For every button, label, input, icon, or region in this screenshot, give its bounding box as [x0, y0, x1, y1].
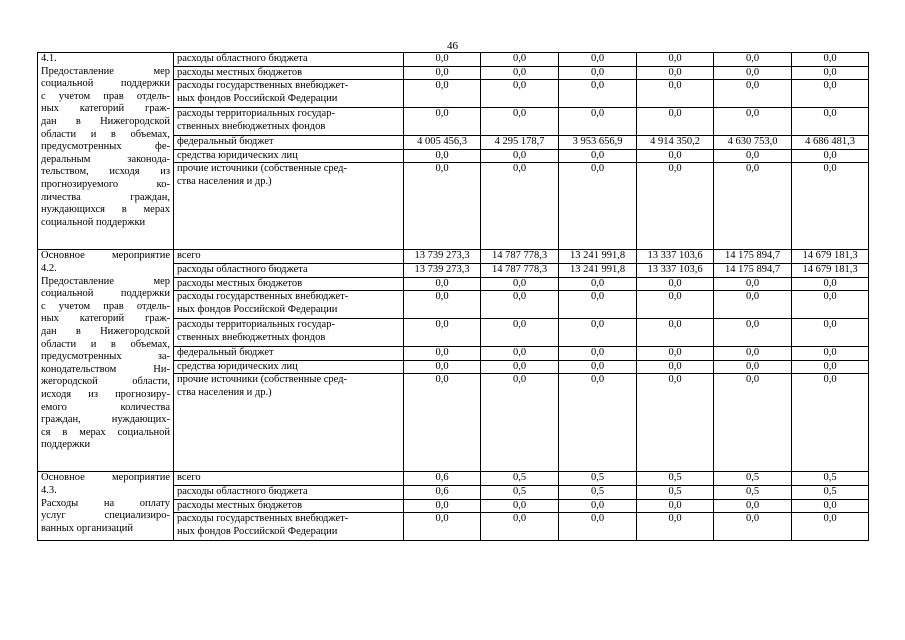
value-cell: 0,0 [637, 66, 714, 80]
value-cell: 0,0 [559, 513, 637, 541]
value-cell: 0,0 [792, 163, 869, 250]
value-cell: 0,0 [481, 53, 559, 67]
value-cell: 0,0 [404, 108, 481, 136]
value-cell: 13 337 103,6 [637, 250, 714, 264]
description-line: социальной поддержки [41, 78, 170, 90]
value-cell: 0,0 [404, 149, 481, 163]
value-cell: 0,0 [792, 374, 869, 472]
source-terr-funds [174, 108, 404, 136]
source-state-funds [174, 80, 404, 108]
description-line: ся в мерах социальной [41, 426, 170, 438]
source-local: расходы местных бюджетов [174, 499, 404, 513]
value-cell: 0,5 [559, 485, 637, 499]
value-cell: 3 953 656,9 [559, 136, 637, 150]
value-cell: 0,0 [714, 347, 792, 361]
value-cell: 0,0 [481, 360, 559, 374]
value-cell: 0,0 [481, 277, 559, 291]
value-cell: 0,0 [404, 277, 481, 291]
value-cell: 0,0 [404, 163, 481, 250]
description-line: емого количества [41, 401, 170, 413]
description-line: тельством, исходя из [41, 166, 170, 178]
description-line: Предоставление мер [41, 275, 170, 287]
value-cell: 0,0 [637, 319, 714, 347]
source-line: прочие источники (собственные сред- [177, 163, 348, 175]
value-cell: 14 787 778,3 [481, 263, 559, 277]
description-line: личества граждан, [41, 191, 170, 203]
value-cell: 0,0 [404, 499, 481, 513]
source-federal: федеральный бюджет [174, 347, 404, 361]
description-line: исходя из прогнозиру- [41, 388, 170, 400]
value-cell: 0,0 [792, 319, 869, 347]
description-line: области и в объемах, [41, 128, 170, 140]
value-cell: 14 175 894,7 [714, 263, 792, 277]
value-cell: 0,0 [481, 108, 559, 136]
table-row [38, 250, 869, 264]
value-cell: 0,5 [792, 485, 869, 499]
description-line: социальной поддержки [41, 288, 170, 300]
description-line: деральным законода- [41, 153, 170, 165]
value-cell: 0,0 [481, 163, 559, 250]
value-cell: 0,0 [559, 149, 637, 163]
value-cell: 0,0 [559, 277, 637, 291]
value-cell: 4 630 753,0 [714, 136, 792, 150]
source-line: ственных внебюджетных фондов [177, 120, 326, 132]
value-cell: 13 739 273,3 [404, 263, 481, 277]
value-cell: 0,0 [404, 374, 481, 472]
description-line: 4.2. [41, 262, 57, 274]
value-cell: 0,5 [481, 472, 559, 486]
source-line: ственных внебюджетных фондов [177, 331, 326, 343]
description-line: поддержки [41, 439, 91, 451]
value-cell: 0,0 [714, 499, 792, 513]
value-cell: 0,0 [559, 360, 637, 374]
value-cell: 0,0 [559, 499, 637, 513]
value-cell: 0,0 [481, 66, 559, 80]
description-line: жегородской области, [41, 376, 170, 388]
value-cell: 0,0 [637, 513, 714, 541]
source-other [174, 163, 404, 250]
value-cell: 0,0 [404, 291, 481, 319]
description-line: с учетом прав отдель- [41, 90, 170, 102]
value-cell: 0,0 [404, 347, 481, 361]
value-cell: 0,0 [792, 108, 869, 136]
value-cell: 0,0 [404, 53, 481, 67]
value-cell: 0,5 [481, 485, 559, 499]
value-cell: 0,5 [792, 472, 869, 486]
description-line: ванных организаций [41, 522, 134, 534]
measure-description-4-1 [38, 53, 174, 250]
value-cell: 0,0 [714, 513, 792, 541]
value-cell: 0,0 [404, 319, 481, 347]
description-line: конодательством Ни- [41, 363, 170, 375]
measure-description-4-3 [38, 472, 174, 541]
value-cell: 0,0 [637, 163, 714, 250]
source-regional: расходы областного бюджета [174, 485, 404, 499]
value-cell: 0,0 [559, 66, 637, 80]
value-cell: 4 686 481,3 [792, 136, 869, 150]
description-line: прогнозируемого ко- [41, 178, 170, 190]
source-federal: федеральный бюджет [174, 136, 404, 150]
description-line: дан в Нижегородской [41, 325, 170, 337]
value-cell: 0,0 [481, 347, 559, 361]
value-cell: 0,0 [792, 66, 869, 80]
source-local: расходы местных бюджетов [174, 277, 404, 291]
value-cell: 13 241 991,8 [559, 263, 637, 277]
source-state-funds [174, 513, 404, 541]
description-line: граждан, нуждающих- [41, 414, 170, 426]
description-line: области и в объемах, [41, 338, 170, 350]
value-cell: 0,0 [637, 499, 714, 513]
value-cell: 0,0 [637, 80, 714, 108]
value-cell: 0,6 [404, 472, 481, 486]
value-cell: 0,0 [714, 291, 792, 319]
value-cell: 0,0 [714, 53, 792, 67]
value-cell: 0,0 [637, 347, 714, 361]
value-cell: 0,0 [637, 360, 714, 374]
value-cell: 14 679 181,3 [792, 250, 869, 264]
value-cell: 4 914 350,2 [637, 136, 714, 150]
value-cell: 0,0 [481, 499, 559, 513]
value-cell: 0,0 [714, 277, 792, 291]
value-cell: 0,0 [481, 80, 559, 108]
value-cell: 14 679 181,3 [792, 263, 869, 277]
value-cell: 0,0 [481, 513, 559, 541]
description-line: ных категорий граж- [41, 103, 170, 115]
description-line: ных категорий граж- [41, 313, 170, 325]
value-cell: 0,0 [637, 374, 714, 472]
value-cell: 0,0 [792, 360, 869, 374]
description-line: Основное мероприятие [41, 472, 170, 484]
source-total: всего [174, 472, 404, 486]
value-cell: 0,0 [714, 66, 792, 80]
source-line: расходы государственных внебюджет- [177, 291, 349, 303]
description-line: с учетом прав отдель- [41, 300, 170, 312]
value-cell: 0,0 [637, 291, 714, 319]
value-cell: 13 241 991,8 [559, 250, 637, 264]
source-line: ных фондов Российской Федерации [177, 525, 338, 537]
value-cell: 0,5 [714, 472, 792, 486]
description-line: Основное мероприятие [41, 250, 170, 262]
source-terr-funds [174, 319, 404, 347]
value-cell: 0,0 [792, 347, 869, 361]
value-cell: 0,0 [559, 291, 637, 319]
value-cell: 0,0 [714, 360, 792, 374]
value-cell: 0,0 [792, 513, 869, 541]
description-line: нуждающихся в мерах [41, 204, 170, 216]
value-cell: 0,0 [792, 277, 869, 291]
value-cell: 0,0 [714, 80, 792, 108]
value-cell: 0,0 [559, 80, 637, 108]
source-regional: расходы областного бюджета [174, 263, 404, 277]
value-cell: 0,0 [559, 53, 637, 67]
value-cell: 0,5 [637, 485, 714, 499]
description-line: дан в Нижегородской [41, 115, 170, 127]
value-cell: 13 739 273,3 [404, 250, 481, 264]
table-row [38, 472, 869, 486]
page-number: 46 [447, 40, 458, 52]
value-cell: 0,0 [792, 149, 869, 163]
value-cell: 0,0 [404, 66, 481, 80]
value-cell: 0,0 [481, 319, 559, 347]
value-cell: 0,0 [404, 360, 481, 374]
source-legal: средства юридических лиц [174, 149, 404, 163]
value-cell: 0,6 [404, 485, 481, 499]
source-total: всего [174, 250, 404, 264]
description-line: социальной поддержки [41, 216, 146, 228]
description-line: предусмотренных фе- [41, 141, 170, 153]
source-other [174, 374, 404, 472]
value-cell: 0,0 [404, 513, 481, 541]
source-line: ства населения и др.) [177, 175, 272, 187]
description-line: 4.1. [41, 53, 57, 64]
value-cell: 0,0 [559, 163, 637, 250]
value-cell: 0,0 [714, 319, 792, 347]
measure-description-4-2 [38, 250, 174, 472]
source-line: ства населения и др.) [177, 386, 272, 398]
source-line: ных фондов Российской Федерации [177, 303, 338, 315]
value-cell: 4 295 178,7 [481, 136, 559, 150]
value-cell: 0,0 [637, 108, 714, 136]
source-line: расходы государственных внебюджет- [177, 80, 349, 92]
value-cell: 0,0 [792, 291, 869, 319]
value-cell: 0,0 [559, 108, 637, 136]
table-row [38, 53, 869, 67]
description-line: 4.3. [41, 484, 57, 496]
value-cell: 0,0 [792, 499, 869, 513]
value-cell: 0,0 [637, 277, 714, 291]
source-legal: средства юридических лиц [174, 360, 404, 374]
source-line: расходы территориальных государ- [177, 108, 335, 120]
value-cell: 0,0 [714, 163, 792, 250]
value-cell: 0,5 [714, 485, 792, 499]
description-line: Предоставление мер [41, 65, 170, 77]
value-cell: 0,0 [714, 149, 792, 163]
value-cell: 0,0 [637, 53, 714, 67]
source-line: прочие источники (собственные сред- [177, 374, 348, 386]
source-regional: расходы областного бюджета [174, 53, 404, 67]
source-line: ных фондов Российской Федерации [177, 92, 338, 104]
value-cell: 0,0 [559, 374, 637, 472]
value-cell: 14 787 778,3 [481, 250, 559, 264]
value-cell: 0,0 [481, 291, 559, 319]
value-cell: 4 005 456,3 [404, 136, 481, 150]
value-cell: 0,0 [559, 347, 637, 361]
value-cell: 0,0 [792, 80, 869, 108]
description-line: предусмотренных за- [41, 351, 170, 363]
source-line: расходы территориальных государ- [177, 319, 335, 331]
value-cell: 14 175 894,7 [714, 250, 792, 264]
value-cell: 0,5 [637, 472, 714, 486]
value-cell: 0,0 [792, 53, 869, 67]
value-cell: 0,0 [481, 374, 559, 472]
value-cell: 0,0 [481, 149, 559, 163]
value-cell: 0,0 [714, 108, 792, 136]
description-line: Расходы на оплату [41, 497, 170, 509]
budget-table [37, 52, 869, 541]
source-state-funds [174, 291, 404, 319]
value-cell: 0,0 [404, 80, 481, 108]
source-line: расходы государственных внебюджет- [177, 513, 349, 525]
source-local: расходы местных бюджетов [174, 66, 404, 80]
description-line: услуг специализиро- [41, 510, 170, 522]
value-cell: 0,0 [714, 374, 792, 472]
value-cell: 0,0 [559, 319, 637, 347]
value-cell: 0,0 [637, 149, 714, 163]
value-cell: 0,5 [559, 472, 637, 486]
value-cell: 13 337 103,6 [637, 263, 714, 277]
